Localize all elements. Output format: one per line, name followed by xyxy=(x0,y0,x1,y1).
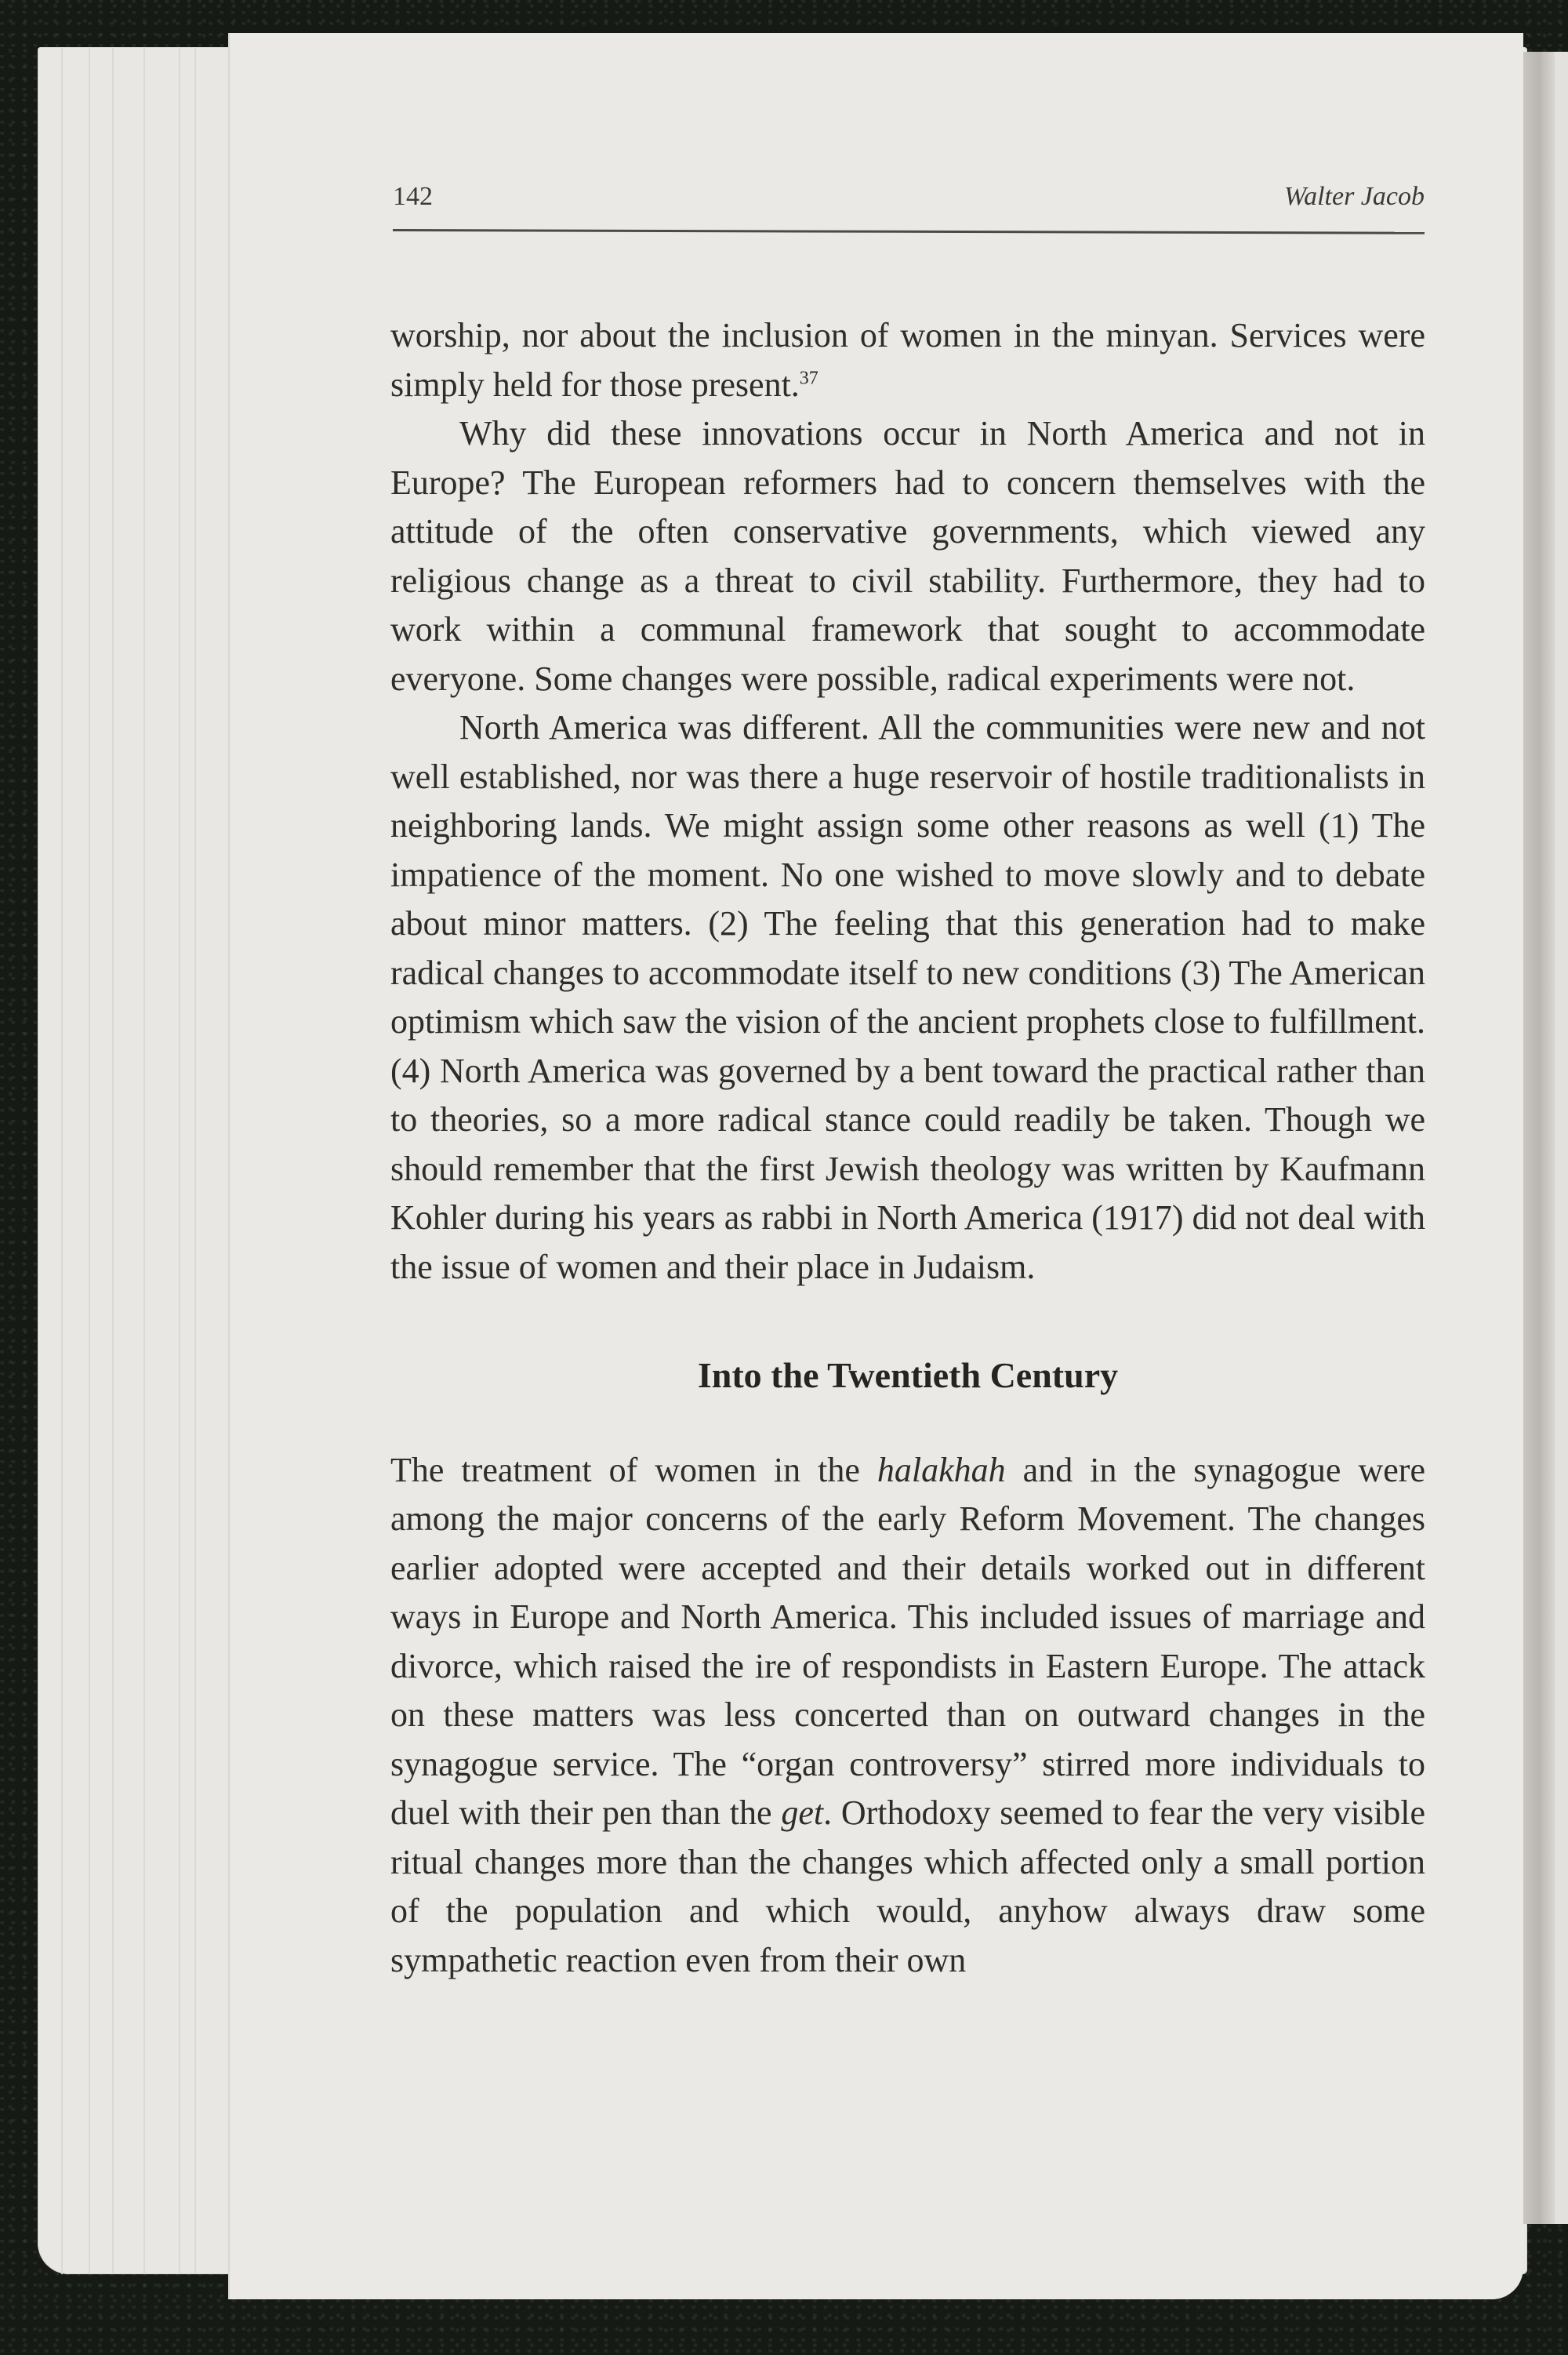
paragraph-text: and in the synagogue were among the major concerns of the early Reform Movement. The changes earlier adopted were accepted and their details worked out in different ways in Europe and North America. This included issues of marriage and divorce, which raised the ire of respondists in Eastern Europe. The attack on these matters was less concerted than on outward changes in the synagogue service. The “organ controversy” stirred more individuals to duel with their pen than the xyxy=(390,1450,1425,1832)
running-head xyxy=(393,182,1425,253)
page-number: 142 xyxy=(393,182,433,211)
italic-term: get xyxy=(781,1794,824,1832)
paragraph xyxy=(390,311,1425,409)
footnote-reference: 37 xyxy=(799,367,818,388)
page-edge-line xyxy=(89,47,90,2274)
paragraph: North America was different. All the communities were new and not well established, nor was there a huge reservoir of hostile traditionalists in neighboring lands. We might assign some other reasons as well (1) The impatience of the moment. No one wished to move slowly and to debate about minor matters. (2) The feeling that this generation had to make radical changes to accommodate itself to new conditions (3) The American optimism which saw the vision of the ancient prophets close to fulfillment. (4) North America was governed by a bent toward the practical rather than to theories, so a more radical stance could readily be taken. Though we should remember that the first Jewish theology was written by Kaufmann Kohler during his years as rabbi in North America (1917) did not deal with the issue of women and their place in Judaism. xyxy=(390,708,1425,1286)
paragraph-text: . Orthodoxy seemed to fear the very visible ritual changes more than the changes which affected only a small portion of the population and which would, anyhow always draw some sympathetic reaction even from their own xyxy=(390,1794,1425,1979)
section-heading: Into the Twentieth Century xyxy=(697,1355,1119,1395)
italic-term: halakhah xyxy=(877,1450,1006,1489)
page-edge-line xyxy=(179,47,180,2274)
page-edge-line xyxy=(61,47,63,2274)
header-rule xyxy=(393,229,1425,234)
paragraph xyxy=(390,1446,1425,1986)
page-edge-line xyxy=(194,47,196,2274)
body-text xyxy=(390,311,1425,1985)
running-head-author: Walter Jacob xyxy=(1283,182,1425,211)
book-page xyxy=(230,33,1523,2299)
paragraph-text: worship, nor about the inclusion of women in the minyan. Services were simply held for those present. xyxy=(390,316,1425,404)
paragraph-text: The treatment of women in the xyxy=(390,1450,877,1489)
paragraph: Why did these innovations occur in North America and not in Europe? The European reformers had to concern themselves with the attitude of the often conservative governments, which viewed any religious change as a threat to civil stability. Furthermore, they had to work within a communal framework that sought to accommodate everyone. Some changes were possible, radical experiments were not. xyxy=(390,414,1425,698)
book-gutter-shadow xyxy=(1523,52,1555,2224)
page-edge-line xyxy=(143,47,145,2274)
page-edge-line xyxy=(112,47,114,2274)
